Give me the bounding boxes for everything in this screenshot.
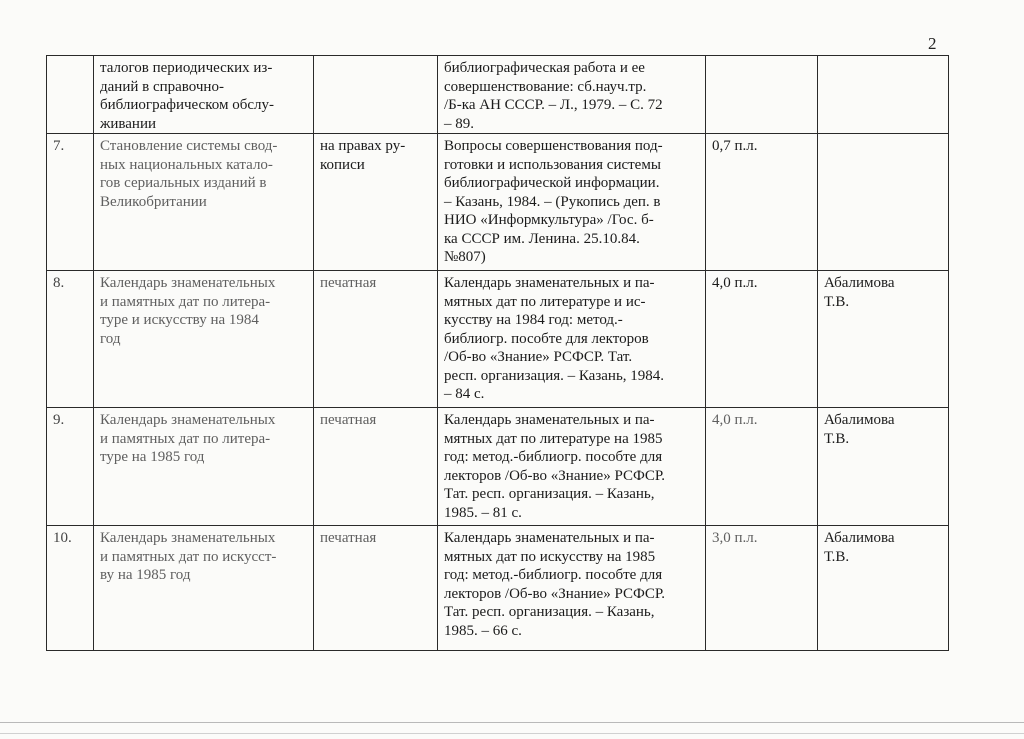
row-number: 7. [47,134,94,271]
page-number: 2 [928,34,937,53]
table-row [47,134,949,271]
table-row [47,526,949,651]
work-title: Календарь знаменательных и памятных дат по литера- туре на 1985 год [94,408,314,526]
publication-form: на правах ру- кописи [314,134,438,271]
work-title: Становление системы свод- ных национальных катало- гов сериальных изданий в Великобритании [94,134,314,271]
scan-edge-line [0,722,1024,723]
publication-form: печатная [314,526,438,651]
work-title: Календарь знаменательных и памятных дат по искусст- ву на 1985 год [94,526,314,651]
coauthors [818,56,949,134]
publication-source: Календарь знаменательных и па- мятных дат по литературе на 1985 год: метод.-библиогр. пособте для лекторов /Об-во «Знание» РСФСР. Тат. респ. организация. – Казань, 1985. – 81 с. [438,408,706,526]
publications-table [46,55,949,651]
volume: 4,0 п.л. [706,408,818,526]
publication-form [314,56,438,134]
work-title: талогов периодических из- даний в справочно- библиографическом обслу- живании [94,56,314,134]
row-number: 9. [47,408,94,526]
table-row [47,271,949,408]
row-number [47,56,94,134]
row-number: 8. [47,271,94,408]
coauthors: Абалимова Т.В. [818,271,949,408]
table-row [47,56,949,134]
work-title: Календарь знаменательных и памятных дат по литера- туре и искусству на 1984 год [94,271,314,408]
volume: 0,7 п.л. [706,134,818,271]
scan-edge-line [0,733,1024,734]
coauthors: Абалимова Т.В. [818,408,949,526]
publication-source: Календарь знаменательных и па- мятных дат по искусству на 1985 год: метод.-библиогр. пособте для лекторов /Об-во «Знание» РСФСР. Тат. респ. организация. – Казань, 1985. – 66 с. [438,526,706,651]
row-number: 10. [47,526,94,651]
volume: 3,0 п.л. [706,526,818,651]
volume: 4,0 п.л. [706,271,818,408]
publication-source: Вопросы совершенствования под- готовки и использования системы библиографической информации. – Казань, 1984. – (Рукопись деп. в НИО «Информкультура» /Гос. б- ка СССР им. Ленина. 25.10.84. №807) [438,134,706,271]
publication-source: библиографическая работа и ее совершенствование: сб.науч.тр. /Б-ка АН СССР. – Л., 1979. – С. 72 – 89. [438,56,706,134]
publication-form: печатная [314,408,438,526]
publication-source: Календарь знаменательных и па- мятных дат по литературе и ис- кусству на 1984 год: метод.- библиогр. пособте для лекторов /Об-во «Знание» РСФСР. Тат. респ. организация. – Казань, 1984. – 84 с. [438,271,706,408]
coauthors: Абалимова Т.В. [818,526,949,651]
coauthors [818,134,949,271]
table-row [47,408,949,526]
volume [706,56,818,134]
publication-form: печатная [314,271,438,408]
